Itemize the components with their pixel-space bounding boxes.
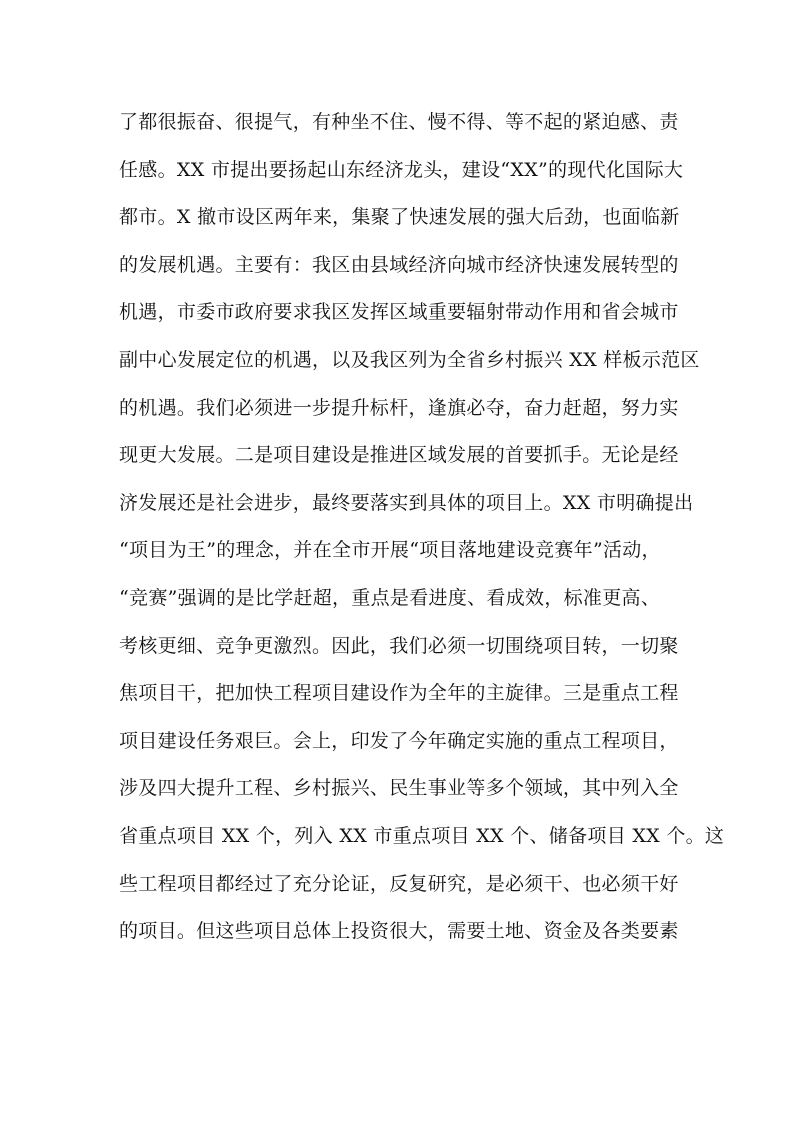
text-line: 现更大发展。二是项目建设是推进区域发展的首要抓手。无论是经 — [119, 444, 679, 467]
body-text — [119, 105, 725, 962]
text-line: 考核更细、竞争更激烈。因此，我们必须一切围绕项目转，一切聚 — [119, 634, 679, 657]
text-line: 的机遇。我们必须进一步提升标杆，逢旗必夺，奋力赶超，努力实 — [119, 396, 679, 419]
text-line: 副中心发展定位的机遇，以及我区列为全省乡村振兴 XX 样板示范区 — [119, 348, 700, 371]
text-line: 都市。X 撤市设区两年来，集聚了快速发展的强大后劲，也面临新 — [119, 206, 680, 229]
text-line: 了都很振奋、很提气，有种坐不住、慢不得、等不起的紧迫感、责 — [119, 111, 679, 133]
text-line: 焦项目干，把加快工程项目建设作为全年的主旋律。三是重点工程 — [119, 682, 679, 705]
text-line: 的项目。但这些项目总体上投资很大，需要土地、资金及各类要素 — [119, 920, 679, 943]
text-line: 任感。XX 市提出要扬起山东经济龙头，建设“XX”的现代化国际大 — [119, 158, 684, 181]
text-line: 些工程项目都经过了充分论证，反复研究，是必须干、也必须干好 — [119, 872, 679, 895]
text-line: “竞赛”强调的是比学赶超，重点是看进度、看成效，标准更高、 — [119, 586, 661, 609]
text-line: 机遇，市委市政府要求我区发挥区域重要辐射带动作用和省会城市 — [119, 301, 679, 324]
text-line: 省重点项目 XX 个，列入 XX 市重点项目 XX 个、储备项目 XX 个。这 — [119, 824, 725, 847]
text-line: 涉及四大提升工程、乡村振兴、民生事业等多个领域，其中列入全 — [119, 777, 679, 800]
text-line: 的发展机遇。主要有：我区由县域经济向城市经济快速发展转型的 — [119, 253, 679, 276]
text-line: “项目为王”的理念，并在全市开展“项目落地建设竞赛年”活动， — [119, 539, 661, 562]
text-line: 济发展还是社会进步，最终要落实到具体的项目上。XX 市明确提出 — [119, 491, 694, 514]
text-line: 项目建设任务艰巨。会上，印发了今年确定实施的重点工程项目， — [119, 729, 679, 752]
